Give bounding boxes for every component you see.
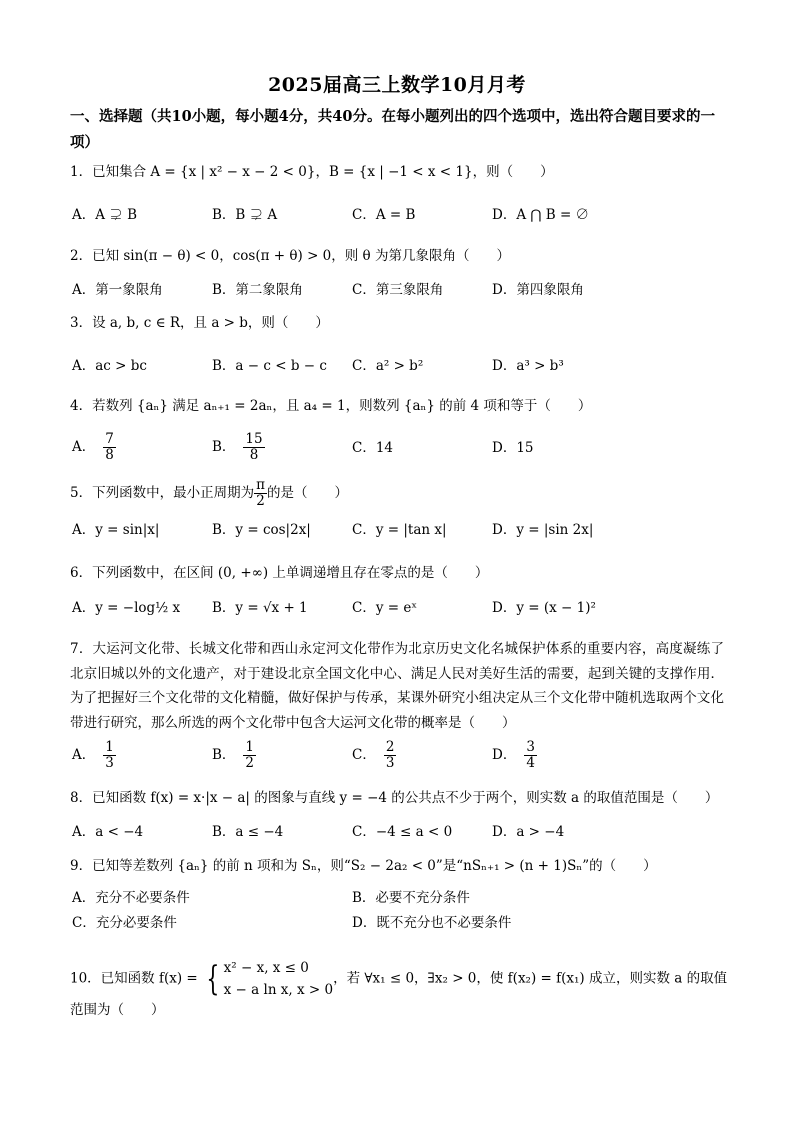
q8-option-d: D．a > −4 <box>492 824 565 840</box>
fraction-denominator: 4 <box>526 755 535 771</box>
fraction-denominator: 3 <box>385 755 395 771</box>
q4-option-b <box>212 432 265 463</box>
q7-option-b <box>212 740 256 771</box>
q1-option-d: D．A ⋂ B = ∅ <box>492 207 590 223</box>
fraction-denominator: 2 <box>256 493 265 509</box>
piecewise-brace: { <box>206 959 220 999</box>
q7-option-a <box>72 740 116 771</box>
q7-option-b-fraction <box>243 740 256 771</box>
q4-option-a <box>72 432 116 463</box>
q2-option-b: B．第二象限角 <box>212 282 303 298</box>
q6-option-b: B．y = √x + 1 <box>212 600 308 616</box>
page-title: 2025届高三上数学10月月考 <box>268 74 526 96</box>
q9-option-d: D．既不充分也不必要条件 <box>352 915 512 931</box>
fraction-numerator: 1 <box>245 739 255 755</box>
q4-option-a-fraction <box>103 432 116 463</box>
fraction-numerator: 7 <box>105 431 114 447</box>
question-6-stem: 6．下列函数中，在区间 (0, +∞) 上单调递增且存在零点的是（ ） <box>70 565 489 581</box>
q7-option-b-label: B． <box>212 747 236 763</box>
q4-option-b-fraction <box>243 432 264 463</box>
piecewise-cases <box>224 957 333 1001</box>
q7-option-c-label: C． <box>352 747 376 763</box>
question-1-stem: 1．已知集合 A = {x | x² − x − 2 < 0}，B = {x | −1 < x < 1}，则（ ） <box>70 164 554 180</box>
q10-stem-post: ，若 ∀x₁ ≤ 0，∃x₂ > 0，使 f(x₂) = f(x₁) 成立，则实数 a 的取值 <box>333 970 728 987</box>
section-heading: 一、选择题（共10小题，每小题4分，共40分。在每小题列出的四个选项中，选出符合题目要求的一项） <box>70 108 715 151</box>
fraction-denominator: 8 <box>249 447 259 463</box>
fraction-denominator: 2 <box>245 755 255 771</box>
q7-option-d-fraction <box>524 740 537 771</box>
q8-option-c: C．−4 ≤ a < 0 <box>352 824 453 840</box>
q4-option-a-label: A． <box>72 439 96 455</box>
question-4-stem: 4．若数列 {aₙ} 满足 aₙ₊₁ = 2aₙ，且 a₄ = 1，则数列 {aₙ} 的前 4 项和等于（ ） <box>70 398 592 414</box>
q4-option-d: D．15 <box>492 440 534 456</box>
fraction-numerator: π <box>256 477 265 493</box>
q2-option-c: C．第三象限角 <box>352 282 444 298</box>
question-9-stem: 9．已知等差数列 {aₙ} 的前 n 项和为 Sₙ，则“S₂ − 2a₂ < 0”是“nSₙ₊₁ > (n + 1)Sₙ”的（ ） <box>70 858 657 874</box>
piecewise-case-1: x² − x, x ≤ 0 <box>223 960 309 976</box>
q7-option-c-fraction <box>384 740 397 771</box>
question-8-stem: 8．已知函数 f(x) = x·|x − a| 的图象与直线 y = −4 的公共点不少于两个，则实数 a 的取值范围是（ ） <box>70 790 719 806</box>
q9-option-a: A．充分不必要条件 <box>72 890 190 906</box>
q5-stem-fraction <box>254 478 267 509</box>
q6-option-c: C．y = eˣ <box>352 600 418 616</box>
q7-option-c <box>352 740 396 771</box>
q6-option-d: D．y = (x − 1)² <box>492 600 596 616</box>
q5-stem-pre: 5．下列函数中，最小正周期为 <box>70 485 255 501</box>
question-3-stem: 3．设 a, b, c ∈ R，且 a > b，则（ ） <box>70 315 329 331</box>
question-10-line-2: 范围为（ ） <box>70 1002 165 1018</box>
q7-option-d <box>492 740 537 771</box>
q3-option-c: C．a² > b² <box>352 358 424 374</box>
q8-option-a: A．a < −4 <box>72 824 144 840</box>
q4-option-b-label: B． <box>212 439 236 455</box>
question-5-stem <box>70 478 730 509</box>
q3-option-a: A．ac > bc <box>72 358 147 374</box>
q7-option-a-label: A． <box>72 747 96 763</box>
fraction-numerator: 2 <box>385 739 395 755</box>
question-10-stem <box>70 957 730 1001</box>
q7-option-d-label: D． <box>492 747 517 763</box>
question-2-stem: 2．已知 sin(π − θ) < 0，cos(π + θ) > 0，则 θ 为第几象限角（ ） <box>70 248 510 264</box>
q8-option-b: B．a ≤ −4 <box>212 824 284 840</box>
q3-option-d: D．a³ > b³ <box>492 358 564 374</box>
question-7-stem: 7．大运河文化带、长城文化带和西山永定河文化带作为北京历史文化名城保护体系的重要内容，高度凝练了北京旧城以外的文化遗产，对于建设北京全国文化中心、满足人民对美好生活的需要，起到关键的支撑作用．为了把握好三个文化带的文化精髓，做好保护与传承，某课外研究小组决定从三个文化带中随机选取两个文化带进行研究，那么所选的两个文化带中包含大运河文化带的概率是（ ） <box>70 641 724 731</box>
q9-option-c: C．充分必要条件 <box>72 915 177 931</box>
fraction-denominator: 8 <box>105 447 114 463</box>
q10-stem-pre: 10．已知函数 f(x) = <box>70 970 198 987</box>
q5-option-a: A．y = sin|x| <box>72 522 160 538</box>
q5-option-c: C．y = |tan x| <box>352 522 447 538</box>
fraction-numerator: 1 <box>105 739 114 755</box>
q1-option-a: A．A ⊋ B <box>72 207 138 223</box>
q5-option-d: D．y = |sin 2x| <box>492 522 594 538</box>
q1-option-c: C．A = B <box>352 207 416 223</box>
q5-stem-post: 的是（ ） <box>266 485 348 501</box>
q2-option-d: D．第四象限角 <box>492 282 584 298</box>
q9-option-b: B．必要不充分条件 <box>352 890 470 906</box>
q5-option-b: B．y = cos|2x| <box>212 522 311 538</box>
q1-option-b: B．B ⊋ A <box>212 207 278 223</box>
fraction-numerator: 3 <box>526 739 535 755</box>
q6-option-a: A．y = −log½ x <box>72 600 181 616</box>
piecewise-case-2: x − a ln x, x > 0 <box>223 982 334 998</box>
q7-option-a-fraction <box>103 740 116 771</box>
q4-option-c: C．14 <box>352 440 394 456</box>
fraction-denominator: 3 <box>105 755 114 771</box>
fraction-numerator: 15 <box>245 431 263 447</box>
q3-option-b: B．a − c < b − c <box>212 358 327 374</box>
q2-option-a: A．第一象限角 <box>72 282 163 298</box>
